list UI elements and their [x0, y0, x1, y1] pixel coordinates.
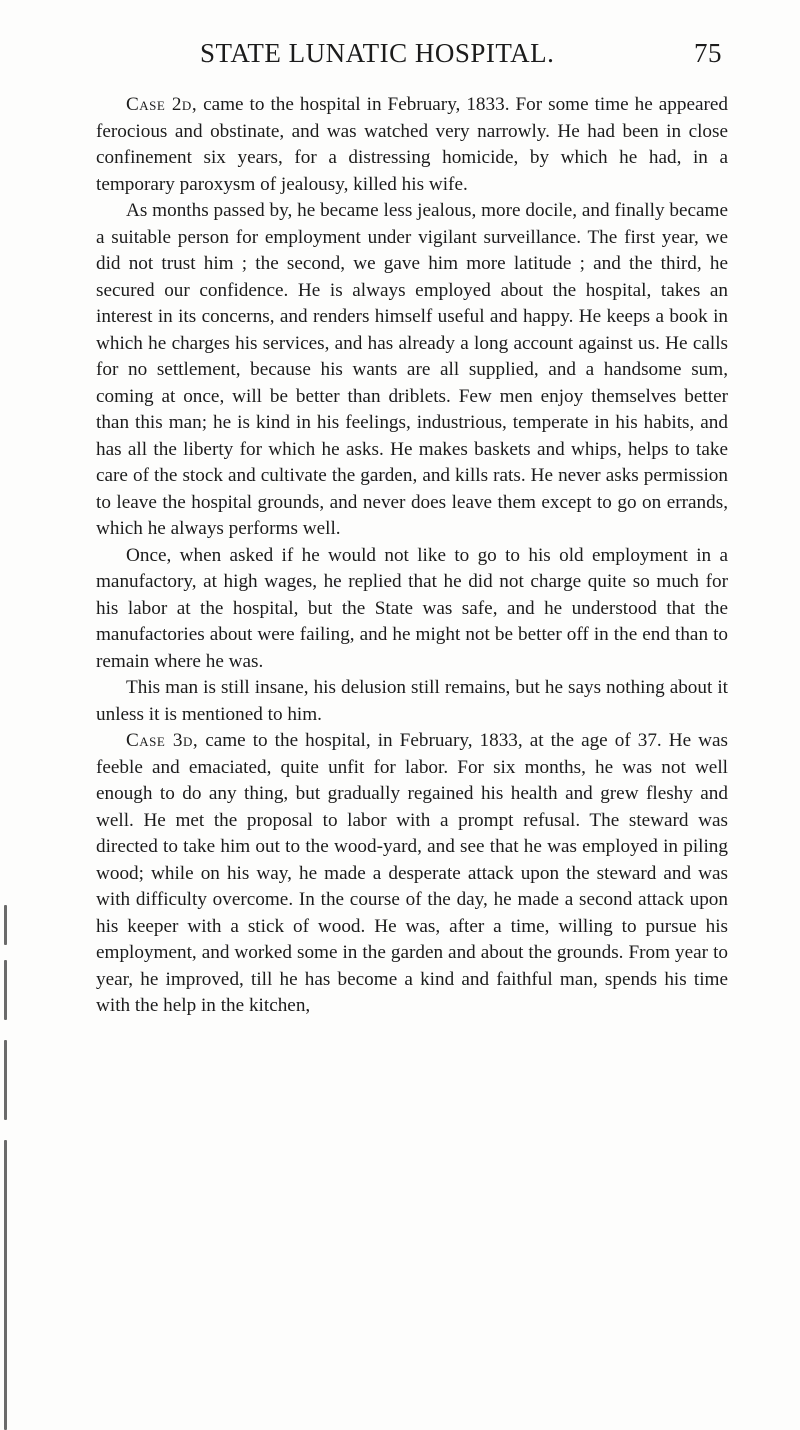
- paragraph: [96, 675, 728, 728]
- paragraph-text: Once, when asked if he would not like to go to his old employment in a manufactory, at high wages, he replied that he did not charge quite so much for his labor at the hospital, but the State was safe, and he understood that the manufactories about were failing, and he might not be better off in the end than to remain where he was.: [96, 544, 728, 672]
- page-edge-shadow: [0, 0, 14, 1430]
- paragraph-text: came to the hospital in February, 1833. For some time he appeared ferocious and obstinate, and was watched very narrowly. He had been in close confinement six years, for a distressing homicide, by which he had, in a temporary paroxysm of jealousy, killed his wife.: [96, 94, 728, 195]
- paragraph-text: came to the hospital, in February, 1833, at the age of 37. He was feeble and emaciated, quite unfit for labor. For six months, he was not well enough to do any thing, but gradually regained his health and grew fleshy and well. He met the proposal to labor with a prompt refusal. The steward was directed to take him out to the wood-yard, and see that he was employed in piling wood; while on his way, he made a desperate attack upon the steward and was with difficulty overcome. In the course of the day, he made a second attack upon his keeper with a stick of wood. He was, after a time, willing to pursue his employment, and worked some in the garden and about the grounds. From year to year, he improved, till he has become a kind and faithful man, spends his time with the help in the kitchen,: [96, 730, 728, 1016]
- paragraph-text: As months passed by, he became less jealous, more docile, and finally became a suitable person for employment under vigilant surveillance. The first year, we did not trust him ; the second, we gave him more latitude ; and the third, he secured our confidence. He is always employed about the hospital, takes an interest in its concerns, and renders himself useful and happy. He keeps a book in which he charges his services, and has already a long account against us. He calls for no settlement, because his wants are all supplied, and a handsome sum, coming at once, will be better than driblets. Few men enjoy themselves better than this man; he is kind in his feelings, industrious, temperate in his habits, and has all the liberty for which he asks. He makes baskets and whips, helps to take care of the stock and cultivate the garden, and kills rats. He never asks permission to leave the hospital grounds, and never does leave them except to go on errands, which he always performs well.: [96, 200, 728, 539]
- paragraph: [96, 198, 728, 543]
- paragraph-text: This man is still insane, his delusion still remains, but he says nothing about it unless it is mentioned to him.: [96, 677, 728, 725]
- paragraph: [96, 728, 728, 1020]
- case-label: Case 3d,: [126, 730, 199, 751]
- edge-mark: [4, 905, 7, 945]
- paragraph: [96, 92, 728, 198]
- page-number: 75: [694, 38, 722, 68]
- running-header: [96, 38, 722, 78]
- case-label: Case 2d,: [126, 94, 198, 115]
- paragraph: [96, 543, 728, 676]
- running-title: STATE LUNATIC HOSPITAL.: [200, 38, 555, 68]
- edge-mark: [4, 1040, 7, 1120]
- body-text: [96, 92, 728, 1020]
- edge-mark: [4, 1140, 7, 1430]
- edge-mark: [4, 960, 7, 1020]
